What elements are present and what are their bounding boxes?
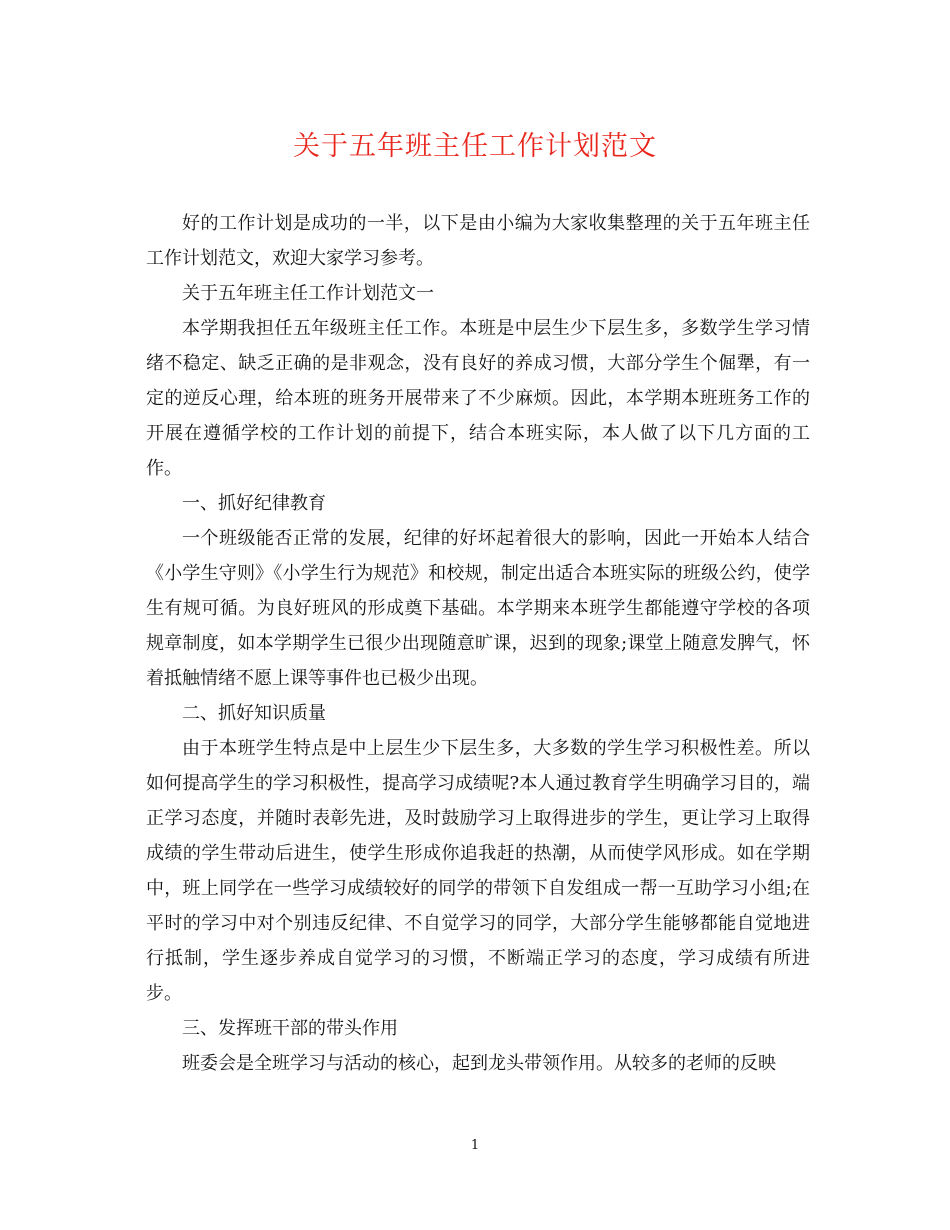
section-heading-class-cadres: 三、发挥班干部的带头作用 <box>182 1018 398 1039</box>
section-heading-discipline: 一、抓好纪律教育 <box>182 493 326 514</box>
document-body <box>146 206 810 1081</box>
body-paragraph: 本学期我担任五年级班主任工作。本班是中层生少下层生多，多数学生学习情绪不稳定、缺乏正确的是非观念，没有良好的养成习惯，大部分学生个倔犟，有一定的逆反心理，给本班的班务开展带来了不少麻烦。因此，本学期本班班务工作的开展在遵循学校的工作计划的前提下，结合本班实际，本人做了以下几方面的工作。 <box>146 318 810 479</box>
intro-paragraph: 好的工作计划是成功的一半，以下是由小编为大家收集整理的关于五年班主任工作计划范文，欢迎大家学习参考。 <box>146 213 810 269</box>
body-paragraph: 由于本班学生特点是中上层生少下层生多，大多数的学生学习积极性差。所以如何提高学生的学习积极性，提高学习成绩呢?本人通过教育学生明确学习目的，端正学习态度，并随时表彰先进，及时鼓励学习上取得进步的学生，更让学习上取得成绩的学生带动后进生，使学生形成你追我赶的热潮，从而使学风形成。如在学期中，班上同学在一些学习成绩较好的同学的带领下自发组成一帮一互助学习小组;在平时的学习中对个别违反纪律、不自觉学习的同学，大部分学生能够都能自觉地进行抵制，学生逐步养成自觉学习的习惯，不断端正学习的态度，学习成绩有所进步。 <box>146 738 810 1004</box>
section-heading-sample-one: 关于五年班主任工作计划范文一 <box>182 283 434 304</box>
page-number: 1 <box>470 1138 480 1153</box>
section-heading-knowledge: 二、抓好知识质量 <box>182 703 326 724</box>
body-paragraph: 班委会是全班学习与活动的核心，起到龙头带领作用。从较多的老师的反映 <box>182 1053 776 1074</box>
body-paragraph: 一个班级能否正常的发展，纪律的好坏起着很大的影响，因此一开始本人结合《小学生守则》《小学生行为规范》和校规，制定出适合本班实际的班级公约，使学生有规可循。为良好班风的形成奠下基础。本学期来本班学生都能遵守学校的各项规章制度，如本学期学生已很少出现随意旷课，迟到的现象;课堂上随意发脾气，怀着抵触情绪不愿上课等事件也已极少出现。 <box>146 528 810 689</box>
document-title: 关于五年班主任工作计划范文 <box>293 131 657 162</box>
